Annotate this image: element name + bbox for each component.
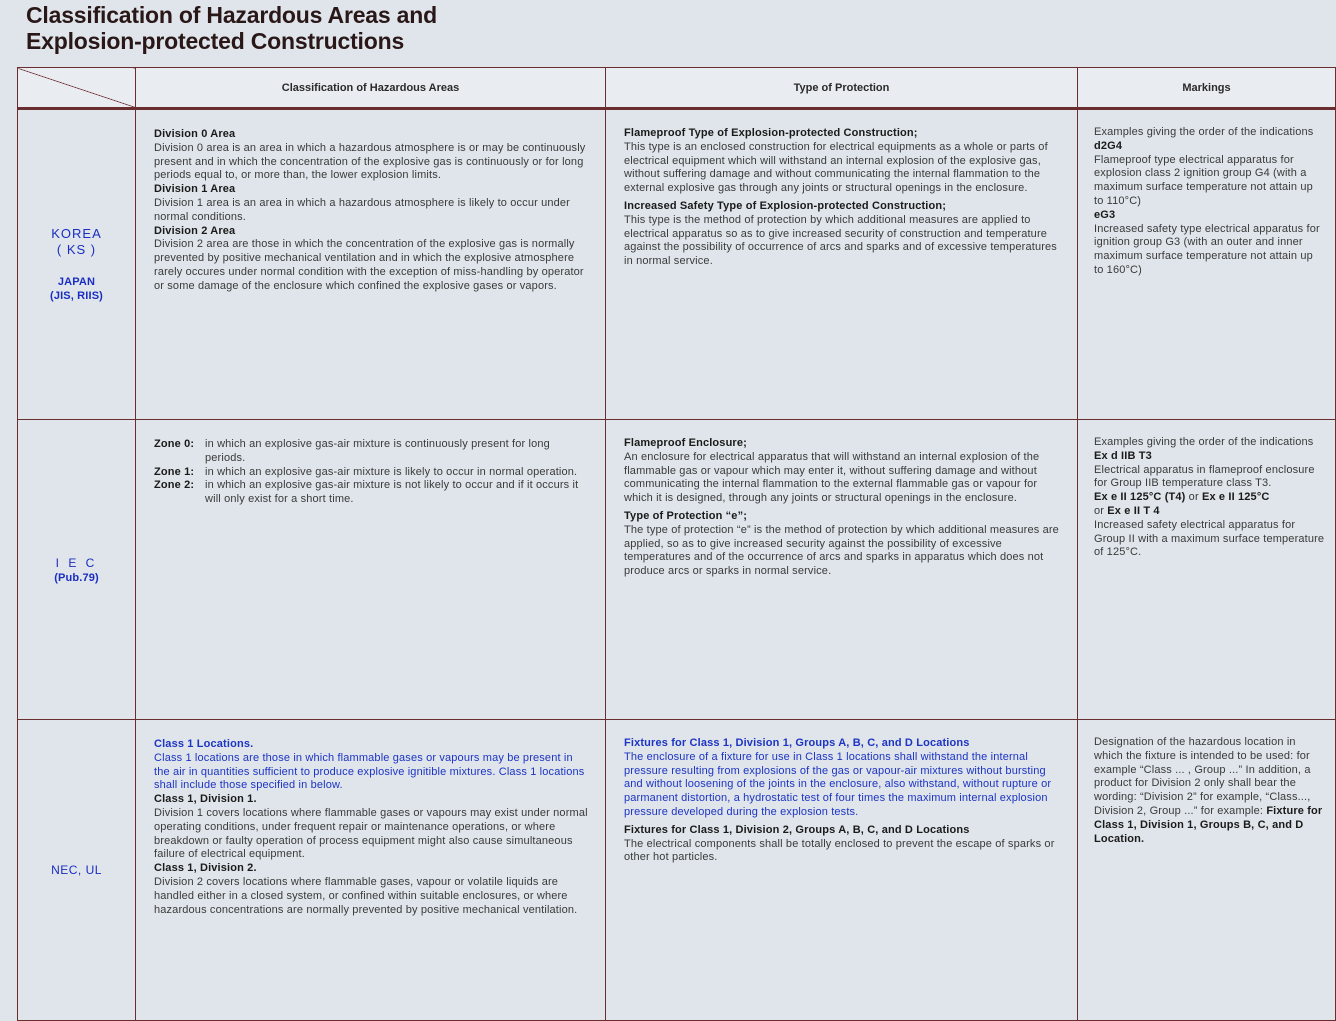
marking-description: Designation of the hazardous location in which the fixture is intended to be used: for example “Class ... , Group ...” In addition, a product for Division 2 only shall bear the wording: “Division 2” for example, “Class..., Division 2, Group ...” for example: [1094, 736, 1311, 817]
protection-block [624, 127, 1063, 196]
protection-block [624, 510, 1063, 579]
division-0-text: Division 0 area is an area in which a hazardous atmosphere is or may be continuously present and in which the concentration of the explosive gas is continuously or for long periods equal to, or more than, the lower explosion limits. [154, 141, 586, 182]
class-1-text: Class 1 locations are those in which flammable gases or vapours may be present in the air in quantities sufficient to produce explosive ignitible mixtures. Class 1 locations shall include those specified in below. [154, 751, 585, 792]
zone-0-label: Zone 0: [154, 438, 195, 450]
classification-cell [136, 420, 606, 720]
marking-code-line [1094, 505, 1325, 519]
table-row-nec-ul [18, 720, 1336, 1021]
zone-1-text: in which an explosive gas-air mixture is likely to occur in normal operation. [205, 465, 578, 478]
division-1-block [154, 183, 591, 224]
region-cell [18, 109, 136, 420]
marking-code: Ex e II T 4 [1107, 504, 1160, 517]
protection-text: This type is the method of protection by which additional measures are applied to electrical apparatus so as to give increased security of construction and temperature against the possibility of occurrence of arcs and sparks and of excessive temperatures in normal service. [624, 213, 1057, 268]
class-1-div-2-block [154, 862, 591, 917]
classification-cell [136, 109, 606, 420]
protection-block [624, 824, 1063, 865]
region-korea: KOREA [51, 226, 102, 241]
region-japan-sub: (JIS, RIIS) [50, 290, 103, 302]
marking-description: Flameproof type electrical apparatus for explosion class 2 ignition group G4 (with a maximum surface temperature not attain up to 110°C) [1094, 153, 1313, 207]
class-1-div-1-text: Division 1 covers locations where flammable gases or vapours may exist under normal operating conditions, under frequent repair or maintenance operations, or where breakdown or faulty operation of process equipment might also cause simultaneous failure of electrical equipment. [154, 806, 588, 861]
protection-text: The type of protection “e” is the method of protection by which additional measures are applied, so as to give increased security against the possibility of excessive temperatures and of the occurrence of arcs and sparks in apparatus which does not produce arcs or sparks in normal service. [624, 523, 1059, 578]
page-title [26, 2, 437, 54]
protection-text: This type is an enclosed construction for electrical equipments as a whole or parts of electrical equipment which will withstand an internal explosion of the explosive gas, without suffering damage and without communicating the internal flammation to the external explosive gas through any joints or structural openings in the enclosure. [624, 140, 1048, 195]
table-row-iec [18, 420, 1336, 720]
protection-text: The electrical components shall be totally enclosed to prevent the escape of sparks or other hot particles. [624, 837, 1055, 864]
zone-0-item [154, 438, 591, 466]
protection-block [624, 737, 1063, 820]
zone-2-label: Zone 2: [154, 479, 195, 492]
marking-code: d2G4 [1094, 139, 1123, 152]
region-cell [18, 720, 136, 1021]
protection-heading: Increased Safety Type of Explosion-protected Construction; [624, 199, 947, 212]
marking-or: or [1094, 504, 1108, 517]
marking-description: Increased safety type electrical apparatus for ignition group G3 (with an outer and inner maximum surface temperature not attain up to 160°C) [1094, 222, 1320, 276]
region-nec-ul: NEC, UL [51, 863, 102, 877]
region-iec: I E C [55, 555, 98, 570]
protection-heading: Fixtures for Class 1, Division 1, Groups A, B, C, and D Locations [624, 737, 970, 749]
region-japan: JAPAN [57, 276, 96, 288]
class-1-block [154, 738, 591, 793]
markings-intro: Examples giving the order of the indications [1094, 436, 1314, 448]
protection-block [624, 200, 1063, 269]
zone-1-item [154, 466, 591, 480]
zone-2-text: in which an explosive gas-air mixture is not likely to occur and if it occurs it will only exist for a short time. [205, 479, 579, 506]
marking-description: Electrical apparatus in flameproof enclosure for Group IIB temperature class T3. [1094, 463, 1315, 490]
protection-cell [606, 720, 1078, 1021]
division-2-block [154, 225, 591, 294]
protection-cell [606, 109, 1078, 420]
classification-cell [136, 720, 606, 1021]
class-1-div-1-block [154, 793, 591, 862]
protection-block [624, 437, 1063, 506]
protection-heading: Flameproof Type of Explosion-protected Construction; [624, 127, 918, 139]
header-row [18, 68, 1336, 109]
region-iec-sub: (Pub.79) [54, 571, 99, 584]
marking-code-line [1094, 491, 1325, 505]
division-2-heading: Division 2 Area [154, 224, 236, 237]
zone-0-text: in which an explosive gas-air mixture is continuously present for long periods. [205, 438, 550, 464]
header-markings: Markings [1078, 68, 1336, 109]
protection-heading: Fixtures for Class 1, Division 2, Groups A, B, C, and D Locations [624, 823, 970, 836]
title-line-1: Classification of Hazardous Areas and [26, 2, 437, 28]
class-1-div-1-heading: Class 1, Division 1. [154, 793, 257, 806]
protection-heading: Type of Protection “e”; [624, 509, 748, 522]
corner-cell [18, 68, 136, 109]
table-row-korea-japan [18, 109, 1336, 420]
protection-text: An enclosure for electrical apparatus that will withstand an internal explosion of the flammable gas or vapour which may enter it, without suffering damage and without communicating the internal flammation to the external flammable gas or vapour for which it is designed, through any joints or structural openings in the enclosure. [624, 450, 1040, 505]
division-0-block [154, 128, 591, 183]
division-2-text: Division 2 area are those in which the concentration of the explosive gas is normally prevented by positive mechanical ventilation and in which the explosive atmosphere rarely occures under normal condition with the exception of miss-handling by operator or some damage of the enclosure which confined the explosive gases or vapors. [154, 238, 584, 292]
zone-2-item [154, 479, 591, 507]
marking-code: Ex e II 125°C (T4) [1094, 491, 1186, 504]
protection-heading: Flameproof Enclosure; [624, 437, 747, 449]
protection-text: The enclosure of a fixture for use in Class 1 locations shall withstand the internal pressure resulting from explosions of the gas or vapour-air mixtures without bursting and without loosening of the joints in the enclosure, also withstand, without rupture or parmanent distortion, a hydrostatic test of four times the maximum internal explosion pressure developed during the explosion tests. [624, 750, 1052, 818]
division-1-text: Division 1 area is an area in which a hazardous atmosphere is likely to occur under normal conditions. [154, 196, 570, 223]
protection-cell [606, 420, 1078, 720]
marking-or: or [1185, 491, 1202, 504]
region-korea-sub: ( KS ) [56, 242, 97, 257]
class-1-heading: Class 1 Locations. [154, 738, 254, 750]
division-0-heading: Division 0 Area [154, 128, 236, 140]
region-cell [18, 420, 136, 720]
markings-cell [1078, 109, 1336, 420]
class-1-div-2-heading: Class 1, Division 2. [154, 862, 257, 875]
title-line-2: Explosion-protected Constructions [26, 28, 405, 54]
division-1-heading: Division 1 Area [154, 183, 236, 196]
marking-description: Increased safety electrical apparatus for Group II with a maximum surface temperature of 125°C. [1094, 518, 1325, 559]
class-1-div-2-text: Division 2 covers locations where flammable gases, vapour or volatile liquids are handled either in a closed system, or confined within suitable enclosures, or where hazardous concentrations are normally prevented by positive mechanical ventilation. [154, 875, 578, 916]
markings-cell [1078, 420, 1336, 720]
marking-code: eG3 [1094, 208, 1116, 221]
header-protection: Type of Protection [606, 68, 1078, 109]
marking-code: Ex d IIB T3 [1094, 449, 1152, 462]
zone-1-label: Zone 1: [154, 465, 195, 478]
markings-intro: Examples giving the order of the indications [1094, 126, 1314, 138]
marking-code: Fixture for Class 1, Division 1, Groups B, C, and D Location. [1094, 804, 1323, 845]
markings-cell [1078, 720, 1336, 1021]
header-classification: Classification of Hazardous Areas [136, 68, 606, 109]
classification-table [17, 67, 1336, 1021]
marking-code: Ex e II 125°C [1201, 491, 1270, 504]
